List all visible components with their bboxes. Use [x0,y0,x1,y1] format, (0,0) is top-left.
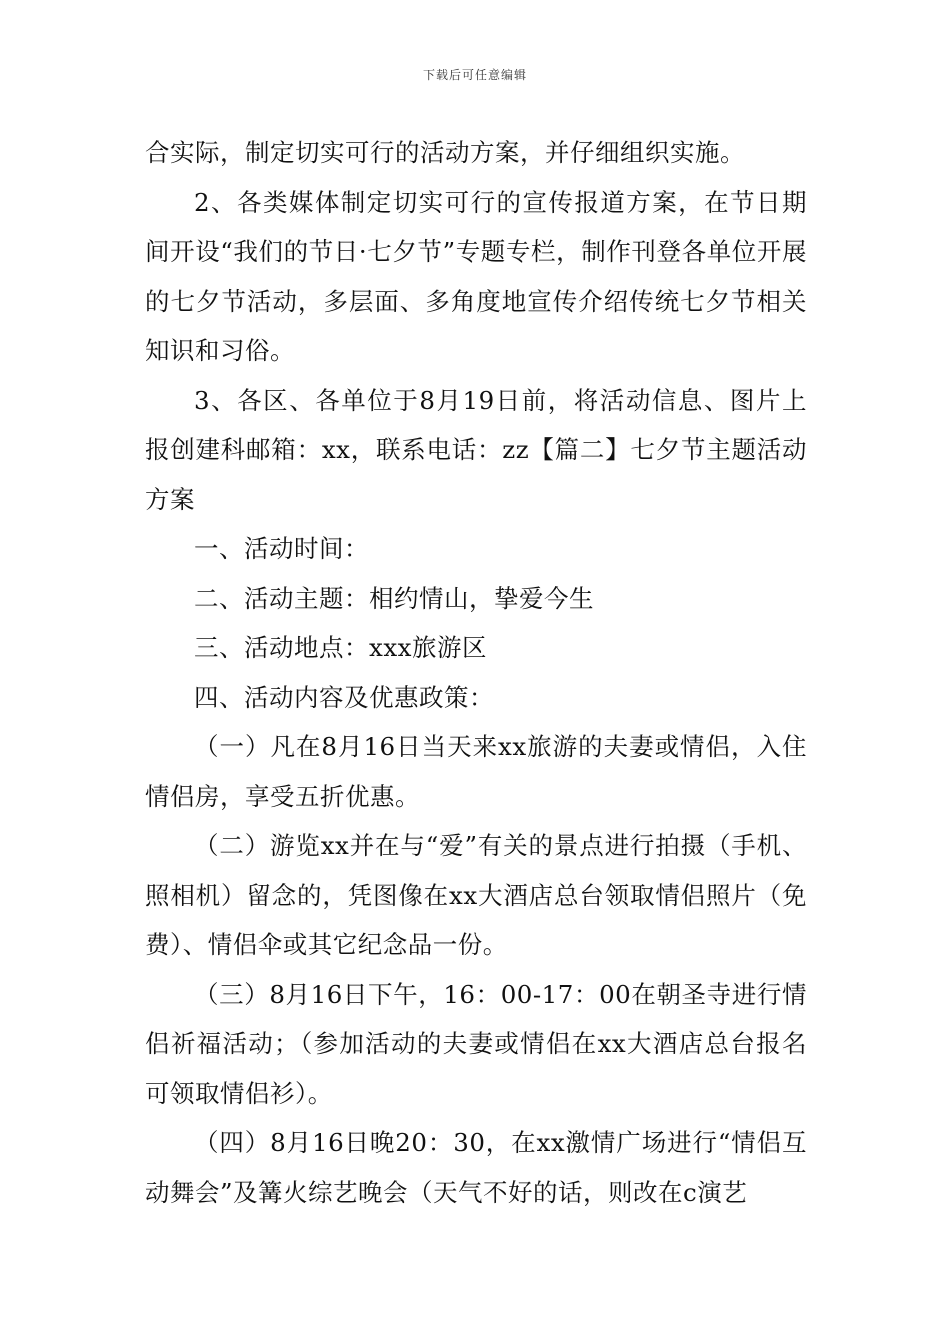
paragraph: （四）8月16日晚20：30，在xx激情广场进行“情侣互动舞会”及篝火综艺晚会（天气不好的话，则改在c演艺 [145,1128,807,1207]
paragraph: （一）凡在8月16日当天来xx旅游的夫妻或情侣，入住情侣房，享受五折优惠。 [145,732,807,811]
document-body [145,128,807,1217]
page-header: 下载后可任意编辑 [422,68,527,82]
paragraph: 2、各类媒体制定切实可行的宣传报道方案，在节日期间开设“我们的节日·七夕节”专题专栏，制作刊登各单位开展的七夕节活动，多层面、多角度地宣传介绍传统七夕节相关知识和习俗。 [145,187,807,365]
paragraph: 3、各区、各单位于8月19日前，将活动信息、图片上报创建科邮箱：xx，联系电话：zz【篇二】七夕节主题活动方案 [145,385,807,514]
paragraph: 合实际，制定切实可行的活动方案，并仔细组织实施。 [145,138,745,167]
paragraph: 一、活动时间： [194,534,369,563]
paragraph: 二、活动主题：相约情山，挚爱今生 [194,583,594,613]
paragraph: 三、活动地点：xxx旅游区 [194,633,487,662]
paragraph: 四、活动内容及优惠政策： [194,682,494,712]
paragraph: （三）8月16日下午，16：00-17：00在朝圣寺进行情侣祈福活动；（参加活动的夫妻或情侣在xx大酒店总台报名可领取情侣衫）。 [145,979,807,1108]
paragraph: （二）游览xx并在与“爱”有关的景点进行拍摄（手机、照相机）留念的，凭图像在xx大酒店总台领取情侣照片（免费）、情侣伞或其它纪念品一份。 [145,831,807,959]
